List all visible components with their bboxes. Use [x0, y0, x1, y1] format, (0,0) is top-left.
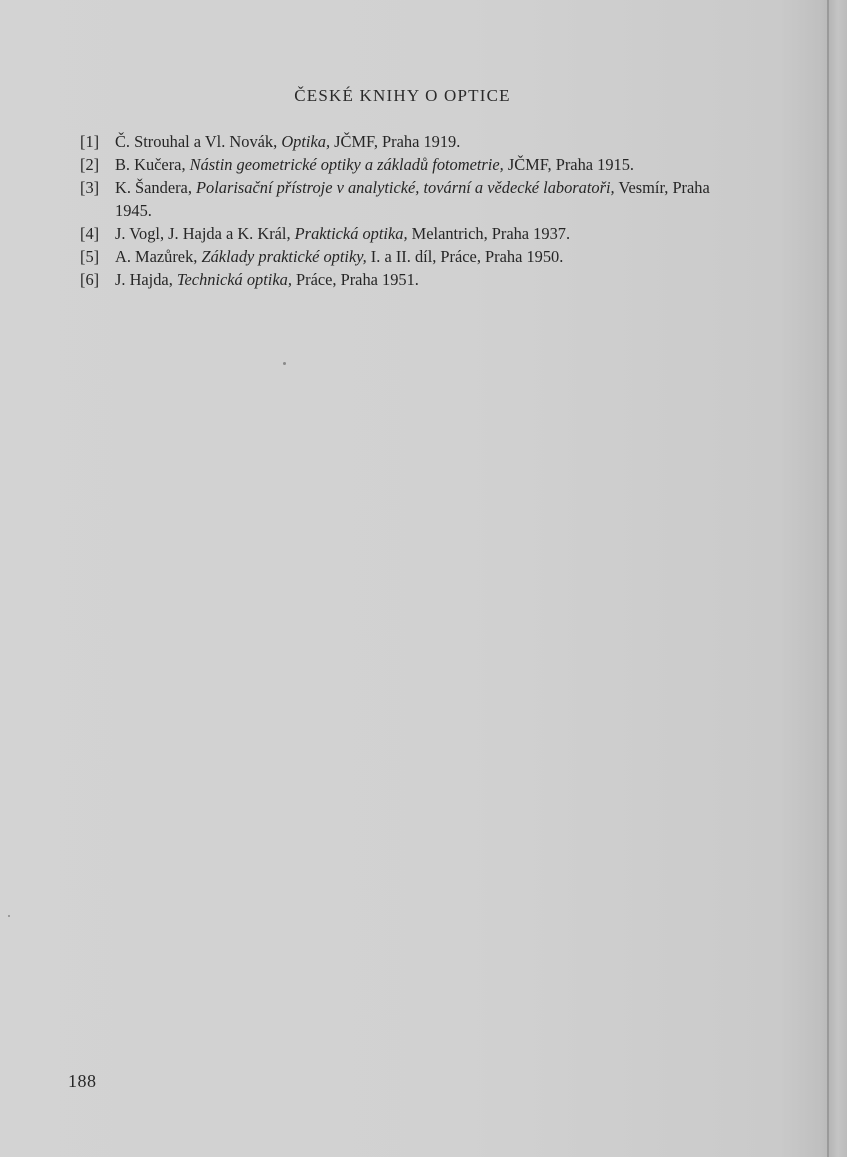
reference-number: [3] — [80, 178, 100, 197]
reference-publisher: Melantrich, Praha 1937. — [407, 224, 571, 243]
reference-title: Základy praktické optiky, — [201, 247, 367, 266]
reference-item — [80, 130, 740, 153]
reference-authors: J. Vogl, J. Hajda a K. Král, — [115, 224, 295, 243]
reference-publisher: JČMF, Praha 1915. — [503, 155, 635, 174]
reference-publisher: I. a II. díl, Práce, Praha 1950. — [366, 247, 564, 266]
reference-authors: A. Mazůrek, — [115, 247, 202, 266]
section-heading: ČESKÉ KNIHY O OPTICE — [294, 86, 511, 105]
page-edge — [827, 0, 829, 1157]
reference-number: [4] — [80, 224, 100, 243]
reference-item — [80, 153, 740, 176]
reference-number: [2] — [80, 155, 100, 174]
reference-authors: K. Šandera, — [115, 178, 197, 197]
reference-title: Polarisační přístroje v analytické, tovární a vědecké laboratoři, — [196, 178, 615, 197]
page-number: 188 — [68, 1071, 97, 1091]
reference-number: [1] — [80, 132, 100, 151]
reference-publisher: Vesmír, Praha 1945. — [115, 178, 710, 220]
reference-list — [80, 130, 740, 291]
reference-item — [80, 268, 740, 291]
reference-authors: B. Kučera, — [115, 155, 190, 174]
reference-title: Praktická optika, — [294, 224, 408, 243]
reference-number: [6] — [80, 270, 100, 289]
reference-publisher: JČMF, Praha 1919. — [330, 132, 461, 151]
paper-speck — [283, 362, 286, 365]
reference-title: Optika, — [281, 132, 331, 151]
reference-number: [5] — [80, 247, 100, 266]
page-edge-shadow — [829, 0, 847, 1157]
reference-publisher: Práce, Praha 1951. — [291, 270, 419, 289]
reference-authors: Č. Strouhal a Vl. Novák, — [115, 132, 282, 151]
reference-item — [80, 176, 740, 222]
reference-title: Nástin geometrické optiky a základů fotometrie, — [189, 155, 504, 174]
reference-authors: J. Hajda, — [115, 270, 177, 289]
reference-item — [80, 222, 740, 245]
reference-title: Technická optika, — [176, 270, 292, 289]
paper-speck — [8, 915, 10, 917]
reference-item — [80, 245, 740, 268]
